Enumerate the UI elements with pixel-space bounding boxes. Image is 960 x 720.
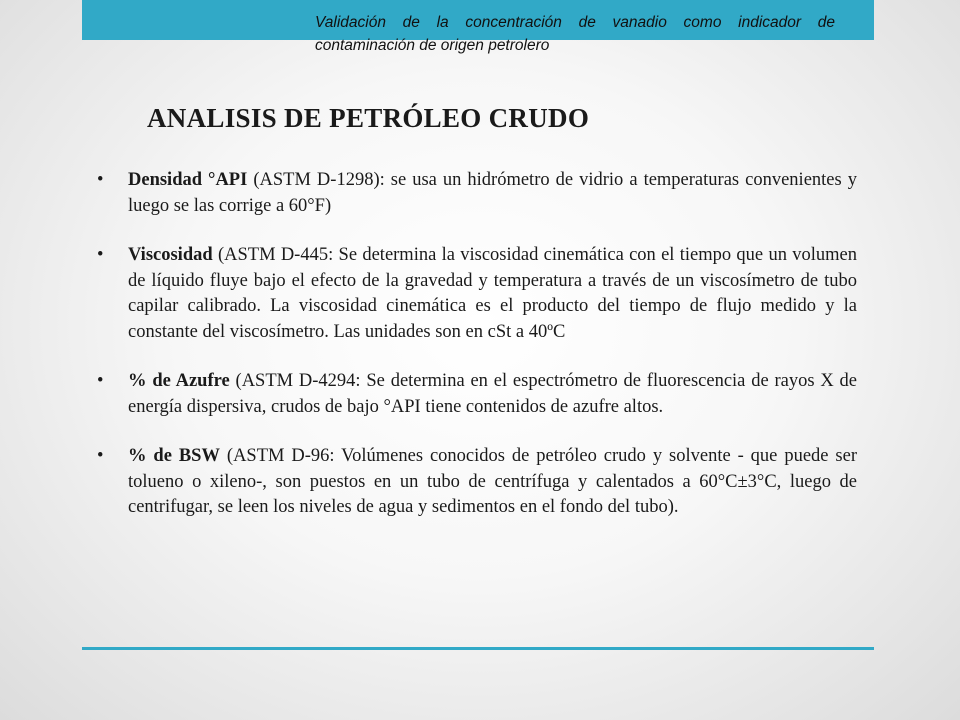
bullet-list bbox=[97, 168, 857, 521]
bullet-text: (ASTM D-4294: Se determina en el espectrómetro de fluorescencia de rayos X de energía dispersiva, crudos de bajo °API tiene contenidos de azufre altos. bbox=[128, 371, 857, 417]
bullet-text: (ASTM D-1298): se usa un hidrómetro de vidrio a temperaturas convenientes y luego se las corrige a 60°F) bbox=[128, 170, 857, 216]
bullet-icon: • bbox=[97, 446, 104, 466]
bullet-icon: • bbox=[97, 371, 104, 391]
bullet-densidad-api bbox=[97, 168, 857, 219]
bullet-viscosidad bbox=[97, 243, 857, 345]
bullet-term: Densidad °API bbox=[128, 170, 248, 190]
bullet-azufre bbox=[97, 369, 857, 420]
bullet-text: (ASTM D-96: Volúmenes conocidos de petróleo crudo y solvente - que puede ser tolueno o xileno-, son puestos en un tubo de centrífuga y calentados a 60°C±3°C, luego de centrifugar, se leen los niveles de agua y sedimentos en el fondo del tubo). bbox=[128, 446, 857, 517]
bullet-icon: • bbox=[97, 170, 104, 190]
header-subtitle: Validación de la concentración de vanadio como indicador de contaminación de origen petrolero bbox=[315, 14, 835, 54]
footer-divider bbox=[82, 647, 874, 650]
bullet-term: % de Azufre bbox=[128, 371, 230, 391]
bullet-text: (ASTM D-445: Se determina la viscosidad cinemática con el tiempo que un volumen de líquido fluye bajo el efecto de la gravedad y temperatura a través de un viscosímetro de tubo capilar calibrado. La viscosidad cinemática es el producto del tiempo de flujo medido y la constante del viscosímetro. Las unidades son en cSt a 40ºC bbox=[128, 245, 857, 342]
bullet-term: % de BSW bbox=[128, 446, 220, 466]
bullet-bsw bbox=[97, 444, 857, 521]
page-title: ANALISIS DE PETRÓLEO CRUDO bbox=[147, 103, 590, 133]
bullet-term: Viscosidad bbox=[128, 245, 213, 265]
bullet-icon: • bbox=[97, 245, 104, 265]
